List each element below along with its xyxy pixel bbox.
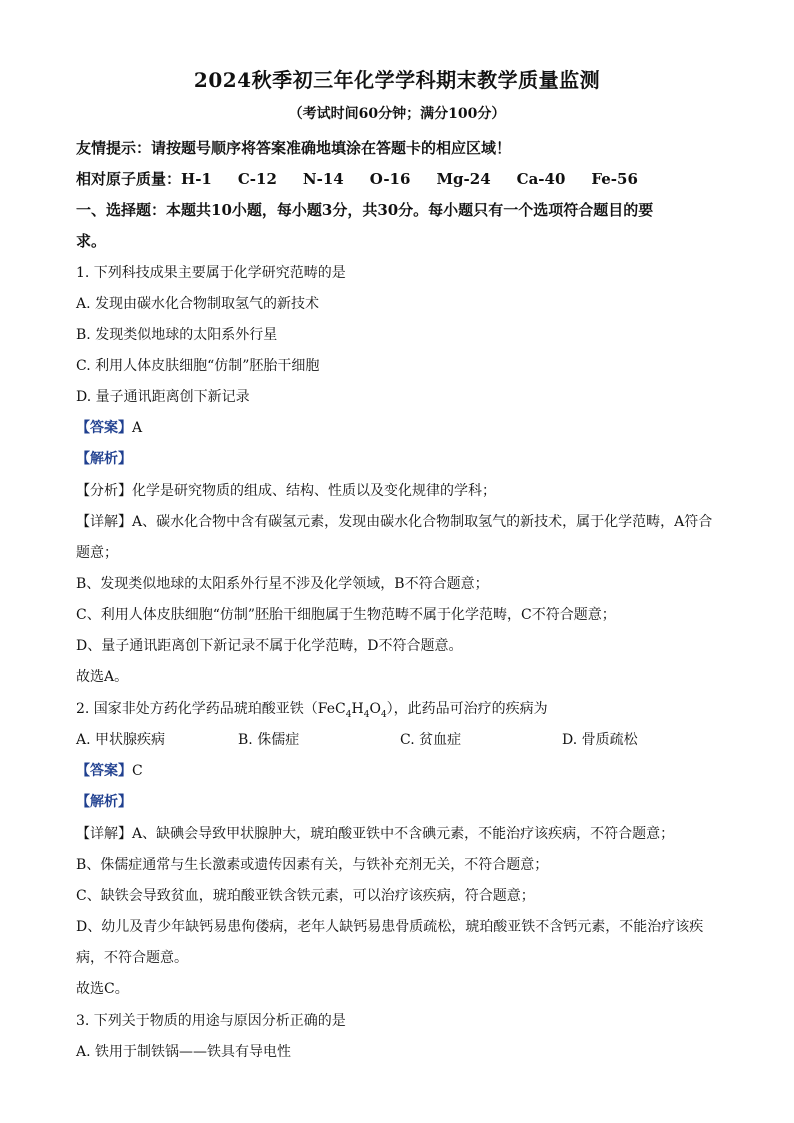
mass-item: Fe-56	[591, 170, 638, 188]
question-2-analysis-label: 【解析】	[76, 794, 132, 810]
question-1-answer	[76, 417, 142, 437]
question-1-option-d: D. 量子通讯距离创下新记录	[76, 389, 250, 405]
answer-value: A	[132, 420, 143, 436]
answer-label: 【答案】	[76, 420, 132, 436]
question-2-option-b: B. 侏儒症	[238, 732, 300, 748]
question-1-option-b: B. 发现类似地球的太阳系外行星	[76, 327, 278, 343]
question-1-analysis-line: 【详解】A、碳水化合物中含有碳氢元素，发现由碳水化合物制取氢气的新技术，属于化学范畴，A符合	[76, 514, 713, 530]
question-1-stem: 1. 下列科技成果主要属于化学研究范畴的是	[76, 265, 346, 281]
page-title: 2024秋季初三年化学学科期末教学质量监测	[193, 68, 601, 92]
mass-item: N-14	[302, 170, 344, 188]
question-2-conclusion: 故选C。	[76, 981, 129, 997]
mass-item: Ca-40	[516, 170, 566, 188]
mass-item: H-1	[181, 170, 212, 188]
question-1-option-c: C. 利用人体皮肤细胞“仿制”胚胎干细胞	[76, 358, 320, 374]
question-1-analysis-line: 题意；	[76, 545, 118, 561]
question-2-analysis-line: B、侏儒症通常与生长激素或遗传因素有关，与铁补充剂无关，不符合题意；	[76, 857, 549, 873]
question-2-analysis-line: 【详解】A、缺碘会导致甲状腺肿大，琥珀酸亚铁中不含碘元素，不能治疗该疾病，不符合题意；	[76, 826, 675, 842]
question-2-options	[76, 729, 716, 749]
question-2-analysis-line: C、缺铁会导致贫血，琥珀酸亚铁含铁元素，可以治疗该疾病，符合题意；	[76, 888, 535, 904]
mass-item: O-16	[369, 170, 411, 188]
question-1-analysis-line: 【分析】化学是研究物质的组成、结构、性质以及变化规律的学科；	[76, 483, 496, 499]
section-heading-cont: 求。	[76, 232, 107, 250]
question-2-option-d: D. 骨质疏松	[562, 732, 638, 748]
question-1-analysis-line: D、量子通讯距离创下新记录不属于化学范畴，D不符合题意。	[76, 638, 463, 654]
question-2-stem: 2. 国家非处方药化学药品琥珀酸亚铁$(FeC_4H_4O_4)$，此药品可治疗的疾病为	[76, 701, 548, 720]
answer-value: C	[132, 763, 143, 779]
question-2-option-a: A. 甲状腺疾病	[76, 732, 166, 748]
exam-duration-note: （考试时间60分钟；满分100分）	[288, 106, 506, 122]
question-1-analysis-line: B、发现类似地球的太阳系外行星不涉及化学领域，B不符合题意；	[76, 576, 489, 592]
mass-item: Mg-24	[436, 170, 491, 188]
question-2-analysis-line: D、幼儿及青少年缺钙易患佝偻病，老年人缺钙易患骨质疏松，琥珀酸亚铁不含钙元素，不能治疗该疾	[76, 919, 704, 935]
section-heading: 一、选择题：本题共10小题，每小题3分，共30分。每小题只有一个选项符合题目的要	[76, 201, 654, 219]
question-1-conclusion: 故选A。	[76, 669, 129, 685]
answer-label: 【答案】	[76, 763, 132, 779]
question-2-analysis-line: 病，不符合题意。	[76, 950, 188, 966]
atomic-mass-label: 相对原子质量：	[76, 170, 182, 188]
question-2-answer	[76, 760, 143, 780]
question-1-analysis-line: C、利用人体皮肤细胞“仿制”胚胎干细胞属于生物范畴不属于化学范畴，C不符合题意；	[76, 607, 616, 623]
question-3-option-a: A. 铁用于制铁锅——铁具有导电性	[76, 1044, 292, 1060]
question-1-analysis-label: 【解析】	[76, 451, 132, 467]
atomic-mass-line	[76, 168, 664, 189]
mass-item: C-12	[237, 170, 277, 188]
question-1-option-a: A. 发现由碳水化合物制取氢气的新技术	[76, 296, 320, 312]
question-3-stem: 3. 下列关于物质的用途与原因分析正确的是	[76, 1013, 346, 1029]
question-2-option-c: C. 贫血症	[400, 732, 462, 748]
friendly-reminder: 友情提示：请按题号顺序将答案准确地填涂在答题卡的相应区域！	[76, 139, 512, 157]
